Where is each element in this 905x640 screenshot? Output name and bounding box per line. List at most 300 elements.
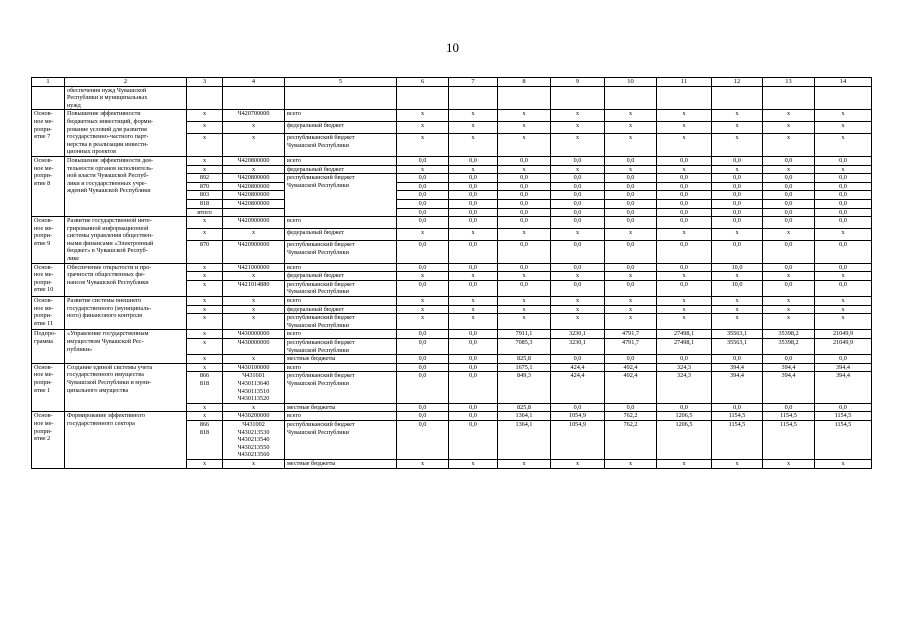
table-cell: Ч421000000: [223, 263, 285, 272]
table-cell: 825,8: [498, 355, 551, 364]
table-cell: Ч430100000: [223, 363, 285, 372]
table-cell: республиканский бюджет Чувашской Республики: [285, 280, 397, 296]
table-cell: x: [551, 134, 605, 157]
table-cell: x: [187, 280, 223, 296]
table-cell: федеральный бюджет: [285, 229, 397, 241]
page-number: 10: [446, 40, 459, 55]
table-cell: x: [657, 297, 712, 306]
table-cell: 3230,1: [551, 330, 605, 339]
table-cell: 4791,7: [605, 330, 657, 339]
table-cell: 0,0: [605, 403, 657, 412]
table-cell: 870: [187, 182, 223, 191]
table-cell: x: [815, 297, 872, 306]
table-cell: Ч431002 Ч430213530 Ч430213540 Ч430213550 Ч430213560: [223, 420, 285, 459]
table-cell: Развитие государственной инте- грированной информационной системы управления обществен- ными финансами «Электронный бюджет» в Чувашской Респуб- лике: [65, 217, 187, 264]
table-cell: x: [551, 122, 605, 134]
table-cell: Повышение эффективности дея- тельности органов исполнитель- ной власти Чувашской Респуб- лики и государственных учре- ждений Чувашской Республики: [65, 156, 187, 216]
table-cell: x: [657, 165, 712, 174]
table-cell: 0,0: [712, 182, 763, 191]
table-cell: 35563,1: [712, 330, 763, 339]
table-cell: x: [223, 459, 285, 468]
table-cell: 0,0: [605, 217, 657, 229]
table-cell: федеральный бюджет: [285, 165, 397, 174]
table-cell: Ч420900000: [223, 217, 285, 229]
table-cell: 0,0: [712, 191, 763, 200]
table-row: [32, 156, 872, 165]
table-cell: обеспечения нужд Чувашской Республики и муниципальных нужд: [65, 86, 187, 110]
table-cell: 27498,1: [657, 330, 712, 339]
table-cell: x: [223, 165, 285, 174]
table-cell: x: [712, 272, 763, 281]
header-cell: 11: [657, 78, 712, 87]
table-cell: 0,0: [397, 182, 449, 191]
table-cell: x: [605, 122, 657, 134]
table-cell: 0,0: [551, 355, 605, 364]
table-cell: 0,0: [815, 156, 872, 165]
table-cell: 0,0: [498, 182, 551, 191]
table-cell: 1675,1: [498, 363, 551, 372]
table-cell: 0,0: [712, 403, 763, 412]
table-cell: 0,0: [605, 174, 657, 183]
table-cell: x: [712, 122, 763, 134]
header-cell: 7: [449, 78, 498, 87]
table-row: [32, 363, 872, 372]
table-cell: 0,0: [551, 208, 605, 217]
table-cell: x: [223, 272, 285, 281]
table-cell: 0,0: [498, 208, 551, 217]
table-cell: местные бюджеты: [285, 355, 397, 364]
table-cell: x: [815, 110, 872, 122]
table-cell: [32, 86, 65, 110]
table-cell: 0,0: [712, 174, 763, 183]
table-cell: x: [605, 165, 657, 174]
table-cell: x: [187, 330, 223, 339]
table-cell: 0,0: [449, 263, 498, 272]
table-cell: x: [449, 229, 498, 241]
table-cell: 0,0: [712, 199, 763, 208]
table-cell: x: [498, 229, 551, 241]
table-cell: 0,0: [498, 199, 551, 208]
table-cell: x: [498, 305, 551, 314]
table-cell: [498, 86, 551, 110]
table-cell: 0,0: [397, 199, 449, 208]
table-cell: 0,0: [657, 182, 712, 191]
table-cell: 0,0: [397, 263, 449, 272]
table-cell: 35398,2: [763, 339, 815, 355]
table-cell: 0,0: [449, 217, 498, 229]
table-cell: x: [605, 229, 657, 241]
table-cell: Основ- ное ме- ропри- ятие 8: [32, 156, 65, 216]
table-cell: республиканский бюджет Чувашской Республики: [285, 314, 397, 330]
table-cell: 0,0: [815, 199, 872, 208]
table-cell: x: [605, 297, 657, 306]
table-cell: 0,0: [815, 355, 872, 364]
table-cell: Ч420900000: [223, 241, 285, 264]
table-cell: 0,0: [498, 191, 551, 200]
header-cell: 2: [65, 78, 187, 87]
table-cell: 0,0: [657, 241, 712, 264]
table-cell: 394,4: [712, 363, 763, 372]
table-cell: [397, 86, 449, 110]
table-cell: 0,0: [397, 174, 449, 183]
table-cell: x: [187, 363, 223, 372]
table-cell: x: [815, 305, 872, 314]
table-cell: 0,0: [551, 403, 605, 412]
table-cell: x: [498, 272, 551, 281]
table-cell: 1364,1: [498, 420, 551, 459]
table-cell: 0,0: [763, 403, 815, 412]
table-cell: 0,0: [605, 182, 657, 191]
table-cell: 0,0: [551, 182, 605, 191]
table-cell: 0,0: [397, 208, 449, 217]
table-cell: x: [657, 110, 712, 122]
table-cell: [815, 86, 872, 110]
table-cell: республиканский бюджет Чувашской Республики: [285, 339, 397, 355]
table-cell: всего: [285, 263, 397, 272]
table-cell: x: [187, 229, 223, 241]
table-cell: x: [605, 314, 657, 330]
table-cell: 0,0: [815, 217, 872, 229]
table-cell: 0,0: [763, 280, 815, 296]
table-cell: 0,0: [815, 241, 872, 264]
table-cell: x: [657, 229, 712, 241]
table-cell: 0,0: [449, 280, 498, 296]
table-cell: [657, 86, 712, 110]
table-cell: 0,0: [657, 217, 712, 229]
table-cell: x: [449, 297, 498, 306]
table-cell: x: [551, 110, 605, 122]
table-cell: 0,0: [763, 174, 815, 183]
table-cell: x: [187, 134, 223, 157]
table-cell: x: [187, 122, 223, 134]
table-cell: 0,0: [397, 355, 449, 364]
table-cell: x: [397, 272, 449, 281]
table-cell: 0,0: [449, 208, 498, 217]
table-cell: всего: [285, 156, 397, 165]
table-cell: x: [223, 403, 285, 412]
table-cell: 0,0: [449, 403, 498, 412]
table-cell: 0,0: [449, 241, 498, 264]
table-cell: x: [498, 165, 551, 174]
header-cell: 8: [498, 78, 551, 87]
table-cell: 866 818: [187, 372, 223, 403]
table-cell: x: [498, 297, 551, 306]
header-cell: 12: [712, 78, 763, 87]
table-cell: 0,0: [763, 241, 815, 264]
table-cell: 892: [187, 174, 223, 183]
table-cell: 0,0: [657, 280, 712, 296]
table-row: [32, 217, 872, 229]
table-cell: 0,0: [551, 217, 605, 229]
table-cell: x: [712, 229, 763, 241]
table-cell: x: [223, 305, 285, 314]
table-cell: x: [449, 459, 498, 468]
table-row: [32, 110, 872, 122]
table-cell: 0,0: [449, 363, 498, 372]
table-cell: 1154,5: [763, 412, 815, 421]
table-cell: 0,0: [763, 199, 815, 208]
table-cell: 21049,9: [815, 330, 872, 339]
table-cell: всего: [285, 110, 397, 122]
table-cell: 0,0: [763, 182, 815, 191]
table-cell: x: [397, 229, 449, 241]
table-cell: x: [657, 122, 712, 134]
table-cell: местные бюджеты: [285, 403, 397, 412]
table-cell: x: [397, 122, 449, 134]
table-cell: 27498,1: [657, 339, 712, 355]
table-cell: 0,0: [712, 355, 763, 364]
table-cell: 0,0: [449, 372, 498, 403]
table-cell: 0,0: [449, 330, 498, 339]
table-cell: x: [551, 314, 605, 330]
table-cell: x: [223, 122, 285, 134]
table-cell: Основ- ное ме- ропри- ятие 2: [32, 412, 65, 468]
table-cell: 10,0: [712, 280, 763, 296]
table-cell: x: [763, 272, 815, 281]
table-cell: x: [223, 355, 285, 364]
table-cell: Ч420800000: [223, 174, 285, 183]
table-cell: 0,0: [763, 191, 815, 200]
table-cell: 7085,3: [498, 339, 551, 355]
table-cell: 7911,1: [498, 330, 551, 339]
table-cell: x: [551, 459, 605, 468]
table-cell: 0,0: [449, 355, 498, 364]
table-cell: x: [187, 263, 223, 272]
table-cell: x: [498, 110, 551, 122]
table-cell: Ч430000000: [223, 330, 285, 339]
table-cell: x: [712, 314, 763, 330]
table-cell: 0,0: [551, 174, 605, 183]
table-cell: x: [223, 297, 285, 306]
header-cell: 10: [605, 78, 657, 87]
table-cell: x: [815, 229, 872, 241]
table-cell: 0,0: [815, 208, 872, 217]
table-cell: 0,0: [605, 263, 657, 272]
table-cell: x: [712, 134, 763, 157]
table-cell: итого: [187, 208, 223, 217]
table-cell: 0,0: [397, 156, 449, 165]
table-row: [32, 412, 872, 421]
table-cell: 0,0: [397, 420, 449, 459]
table-cell: федеральный бюджет: [285, 272, 397, 281]
table-cell: 394,4: [763, 363, 815, 372]
table-cell: x: [187, 403, 223, 412]
table-cell: 0,0: [449, 412, 498, 421]
table-cell: всего: [285, 330, 397, 339]
header-cell: 1: [32, 78, 65, 87]
table-cell: x: [605, 134, 657, 157]
header-cell: 5: [285, 78, 397, 87]
table-cell: 0,0: [815, 174, 872, 183]
table-cell: 0,0: [449, 339, 498, 355]
table-cell: 1154,5: [712, 420, 763, 459]
table-cell: x: [763, 229, 815, 241]
table-cell: 1154,5: [815, 412, 872, 421]
table-cell: 0,0: [498, 263, 551, 272]
table-cell: 0,0: [657, 174, 712, 183]
table-cell: республиканский бюджет Чувашской Республики: [285, 241, 397, 264]
table-cell: 0,0: [605, 208, 657, 217]
table-cell: x: [397, 297, 449, 306]
table-cell: 4791,7: [605, 339, 657, 355]
table-cell: Основ- ное ме- ропри- ятие 10: [32, 263, 65, 296]
table-cell: x: [498, 122, 551, 134]
header-cell: 13: [763, 78, 815, 87]
table-cell: федеральный бюджет: [285, 122, 397, 134]
table-cell: 0,0: [605, 355, 657, 364]
table-cell: Ч430000000: [223, 339, 285, 355]
table-cell: x: [449, 122, 498, 134]
table-cell: 0,0: [397, 339, 449, 355]
table-cell: 0,0: [605, 280, 657, 296]
table-cell: 0,0: [551, 156, 605, 165]
table-cell: 0,0: [498, 156, 551, 165]
table-cell: 324,3: [657, 363, 712, 372]
table-cell: Основ- ное ме- ропри- ятие 7: [32, 110, 65, 157]
table-cell: x: [763, 122, 815, 134]
table-cell: 0,0: [551, 241, 605, 264]
table-cell: x: [815, 459, 872, 468]
header-cell: 6: [397, 78, 449, 87]
table-cell: местные бюджеты: [285, 459, 397, 468]
table-cell: x: [187, 459, 223, 468]
table-cell: республиканский бюджет Чувашской Республики: [285, 420, 397, 459]
table-cell: республиканский бюджет Чувашской Республики: [285, 134, 397, 157]
table-cell: всего: [285, 217, 397, 229]
table-cell: «Управление государственным имуществом Чувашской Рес- публики»: [65, 330, 187, 363]
table-cell: всего: [285, 363, 397, 372]
table-cell: x: [551, 305, 605, 314]
header-cell: 3: [187, 78, 223, 87]
table-cell: 35563,1: [712, 339, 763, 355]
table-cell: 324,3: [657, 372, 712, 403]
table-cell: x: [815, 314, 872, 330]
table-cell: 0,0: [551, 263, 605, 272]
table-cell: x: [397, 165, 449, 174]
table-cell: x: [605, 459, 657, 468]
table-cell: x: [551, 165, 605, 174]
table-cell: Основ- ное ме- ропри- ятие 9: [32, 217, 65, 264]
table-cell: x: [657, 314, 712, 330]
table-cell: 0,0: [449, 191, 498, 200]
table-cell: 0,0: [815, 182, 872, 191]
table-cell: x: [187, 305, 223, 314]
table-cell: x: [763, 305, 815, 314]
table-cell: 0,0: [397, 217, 449, 229]
table-cell: 0,0: [498, 217, 551, 229]
table-cell: x: [551, 297, 605, 306]
table-cell: x: [657, 305, 712, 314]
table-cell: 0,0: [449, 156, 498, 165]
table-cell: 0,0: [605, 241, 657, 264]
table-cell: 10,0: [712, 263, 763, 272]
table-cell: 0,0: [657, 199, 712, 208]
table-cell: 0,0: [397, 403, 449, 412]
table-cell: x: [449, 305, 498, 314]
table-cell: x: [397, 305, 449, 314]
table-cell: x: [605, 272, 657, 281]
table-cell: 0,0: [815, 403, 872, 412]
header-cell: 4: [223, 78, 285, 87]
table-cell: x: [815, 122, 872, 134]
table-cell: x: [223, 229, 285, 241]
table-cell: 0,0: [657, 263, 712, 272]
table-cell: x: [397, 459, 449, 468]
header-row: [32, 78, 872, 87]
table-cell: x: [187, 165, 223, 174]
table-cell: [712, 86, 763, 110]
table-cell: 0,0: [397, 330, 449, 339]
table-cell: Развитие системы внешнего государственного (муниципаль- ного) финансового контроля: [65, 297, 187, 330]
table-cell: x: [712, 459, 763, 468]
table-cell: 0,0: [657, 156, 712, 165]
table-cell: 803: [187, 191, 223, 200]
table-cell: 0,0: [397, 241, 449, 264]
table-cell: Ч420800000: [223, 191, 285, 200]
table-cell: 0,0: [551, 199, 605, 208]
table-cell: x: [763, 110, 815, 122]
table-cell: [285, 86, 397, 110]
table-cell: 762,2: [605, 412, 657, 421]
table-cell: x: [712, 165, 763, 174]
table-cell: 1206,5: [657, 420, 712, 459]
table-cell: x: [763, 134, 815, 157]
table-row: [32, 263, 872, 272]
table-cell: x: [763, 314, 815, 330]
table-cell: x: [605, 110, 657, 122]
table-cell: 1054,9: [551, 420, 605, 459]
table-cell: 0,0: [657, 403, 712, 412]
table-cell: x: [449, 134, 498, 157]
table-cell: x: [187, 355, 223, 364]
table-cell: 0,0: [605, 199, 657, 208]
table-cell: x: [449, 272, 498, 281]
table-cell: 394,4: [815, 363, 872, 372]
table-cell: x: [449, 165, 498, 174]
table-cell: x: [223, 314, 285, 330]
table-cell: [223, 208, 285, 217]
table-cell: 0,0: [763, 217, 815, 229]
table-cell: Ч420700000: [223, 110, 285, 122]
table-cell: x: [187, 314, 223, 330]
table-cell: 3230,1: [551, 339, 605, 355]
table-cell: 0,0: [657, 191, 712, 200]
table-cell: 762,2: [605, 420, 657, 459]
table-cell: 0,0: [498, 280, 551, 296]
table-cell: Ч420800000: [223, 199, 285, 208]
table-cell: x: [498, 459, 551, 468]
table-cell: x: [187, 156, 223, 165]
table-cell: x: [712, 110, 763, 122]
table-cell: 0,0: [605, 191, 657, 200]
table-cell: 0,0: [657, 355, 712, 364]
table-cell: Основ- ное ме- ропри- ятие 1: [32, 363, 65, 412]
table-cell: x: [657, 134, 712, 157]
table-cell: 0,0: [815, 280, 872, 296]
table-cell: 1054,9: [551, 412, 605, 421]
table-cell: 1154,5: [815, 420, 872, 459]
table-cell: Ч430200000: [223, 412, 285, 421]
table-cell: Подпро- грамма: [32, 330, 65, 363]
table-cell: 1154,5: [712, 412, 763, 421]
table-cell: 394,4: [763, 372, 815, 403]
table-cell: 0,0: [397, 363, 449, 372]
table-cell: 0,0: [449, 420, 498, 459]
table-cell: 0,0: [712, 217, 763, 229]
table-cell: Ч421014880: [223, 280, 285, 296]
table-cell: Повышение эффективности бюджетных инвестиций, форми- рование условий для развития государственно-частного парт- нерства в реализации инвести- ционных проектов: [65, 110, 187, 157]
table-cell: [605, 86, 657, 110]
